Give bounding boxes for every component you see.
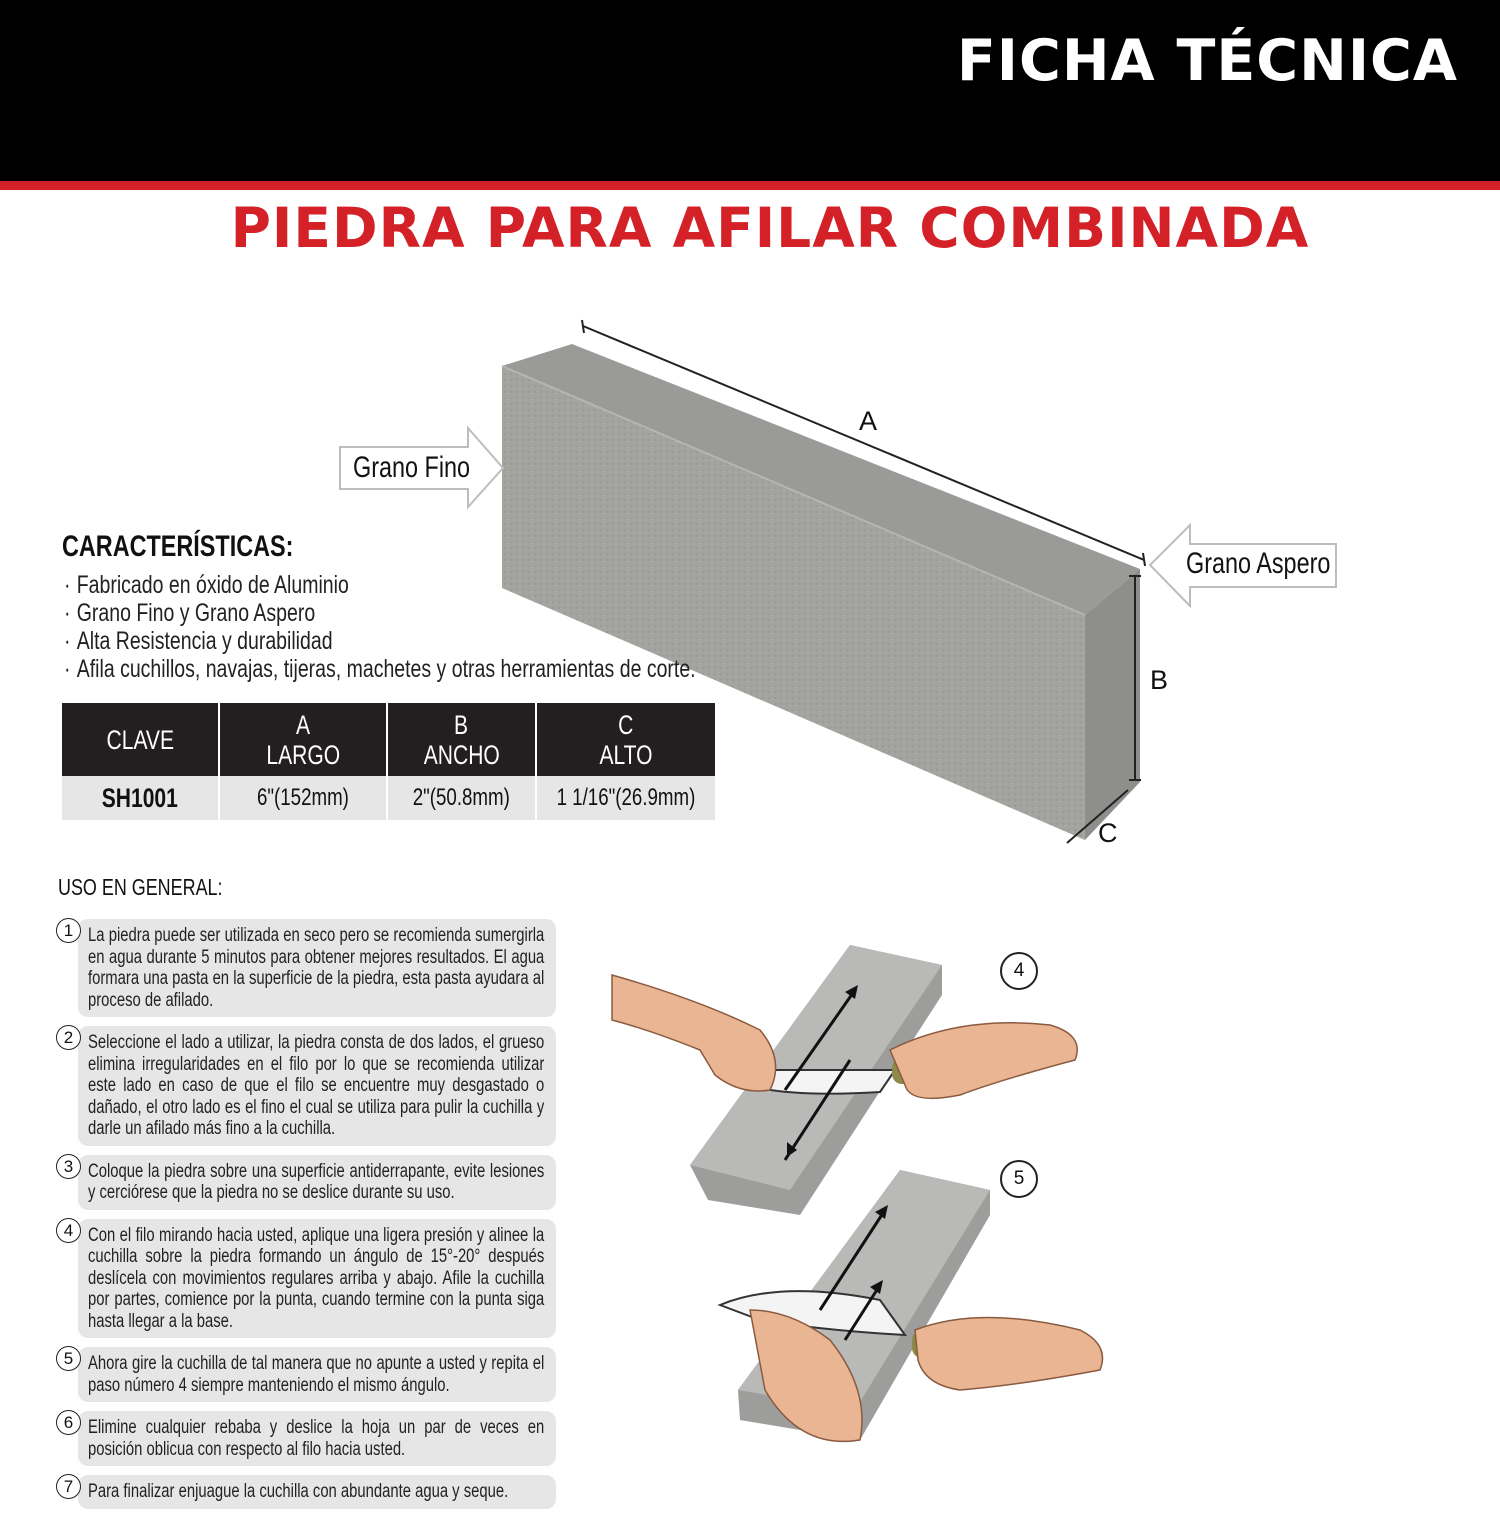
usage-steps xyxy=(56,919,556,1518)
step-number: 3 xyxy=(56,1154,81,1179)
feature-item: · Fabricado en óxido de Aluminio xyxy=(64,571,696,599)
step-text: Coloque la piedra sobre una superficie antiderrapante, evite lesiones y cerciórese que la piedra no se deslice durante su uso. xyxy=(88,1160,545,1203)
illustration-step-4-badge: 4 xyxy=(1000,952,1038,990)
header-bar xyxy=(0,0,1500,181)
spec-ancho: 2"(50.8mm) xyxy=(388,776,537,820)
usage-step xyxy=(56,1347,556,1402)
header-title: FICHA TÉCNICA xyxy=(956,28,1458,94)
usage-step xyxy=(56,1026,556,1146)
dimension-a-label: A xyxy=(859,406,878,436)
step-text: Seleccione el lado a utilizar, la piedra consta de dos lados, el grueso elimina irregularidades en el filo por lo que se recomienda utilizar este lado en caso de que el filo se encuentre muy desgastado o dañado, el otro lado es el fino el cual se utiliza para pulir la cuchilla y darle un afilado más fino a la cuchilla. xyxy=(88,1032,545,1139)
usage-step xyxy=(56,1155,556,1210)
step-text: Ahora gire la cuchilla de tal manera que no apunte a usted y repita el paso número 4 siempre manteniendo el mismo ángulo. xyxy=(88,1353,545,1396)
specs-header-c: C ALTO xyxy=(537,703,715,776)
specs-header-b: B ANCHO xyxy=(388,703,537,776)
step-text: Elimine cualquier rebaba y deslice la hoja un par de veces en posición oblicua con respecto al filo hacia usted. xyxy=(88,1417,545,1460)
step-number: 4 xyxy=(56,1218,81,1243)
right-hand-step-4 xyxy=(890,1023,1077,1099)
stone-end-face xyxy=(1085,569,1140,840)
specs-header-clave: CLAVE xyxy=(62,703,220,776)
spec-alto: 1 1/16"(26.9mm) xyxy=(537,776,715,820)
usage-heading: USO EN GENERAL: xyxy=(58,874,223,900)
specs-header-a: A LARGO xyxy=(220,703,387,776)
step-number: 1 xyxy=(56,918,81,943)
grano-aspero-label: Grano Aspero xyxy=(1186,547,1331,580)
feature-item: · Grano Fino y Grano Aspero xyxy=(64,599,696,627)
dimension-c-label: C xyxy=(1098,818,1118,848)
step-text: Con el filo mirando hacia usted, aplique una ligera presión y alinee la cuchilla sobre la piedra formando un ángulo de 15°-20° después deslícela con movimientos regulares arriba y abajo. Afile la cuchilla por partes, comience por la punta, cuando termine con la punta siga hasta llegar a la base. xyxy=(88,1224,545,1332)
grano-fino-label: Grano Fino xyxy=(353,451,471,484)
features-list xyxy=(64,571,874,683)
step-text: La piedra puede ser utilizada en seco pero se recomienda sumergirla en agua durante 5 minutos para obtener mejores resultados. El agua formara una pasta en la superficie de la piedra, esta pasta ayudara al proceso de afilado. xyxy=(88,925,545,1011)
features-heading: CARACTERÍSTICAS: xyxy=(62,530,294,563)
product-title: PIEDRA PARA AFILAR COMBINADA xyxy=(230,196,1310,260)
usage-step xyxy=(56,919,556,1017)
illustration-step-5-badge: 5 xyxy=(1000,1160,1038,1198)
step-text: Para finalizar enjuague la cuchilla con abundante agua y seque. xyxy=(88,1481,509,1502)
left-hand-step-4 xyxy=(612,975,776,1091)
step-number: 5 xyxy=(56,1346,81,1371)
usage-step xyxy=(56,1411,556,1466)
spec-largo: 6"(152mm) xyxy=(220,776,387,820)
usage-step xyxy=(56,1475,556,1509)
step-number: 2 xyxy=(56,1025,81,1050)
feature-item: · Afila cuchillos, navajas, tijeras, machetes y otras herramientas de corte. xyxy=(64,655,696,683)
step-number: 6 xyxy=(56,1410,81,1435)
specs-table xyxy=(62,703,715,820)
right-hand-step-5 xyxy=(915,1318,1103,1391)
feature-item: · Alta Resistencia y durabilidad xyxy=(64,627,696,655)
dimension-b-label: B xyxy=(1150,665,1169,695)
step-number: 7 xyxy=(56,1474,81,1499)
table-row xyxy=(62,776,715,820)
spec-clave: SH1001 xyxy=(62,776,220,820)
usage-step xyxy=(56,1219,556,1339)
header-red-stripe xyxy=(0,181,1500,190)
sharpening-steps-illustration xyxy=(600,940,1120,1460)
